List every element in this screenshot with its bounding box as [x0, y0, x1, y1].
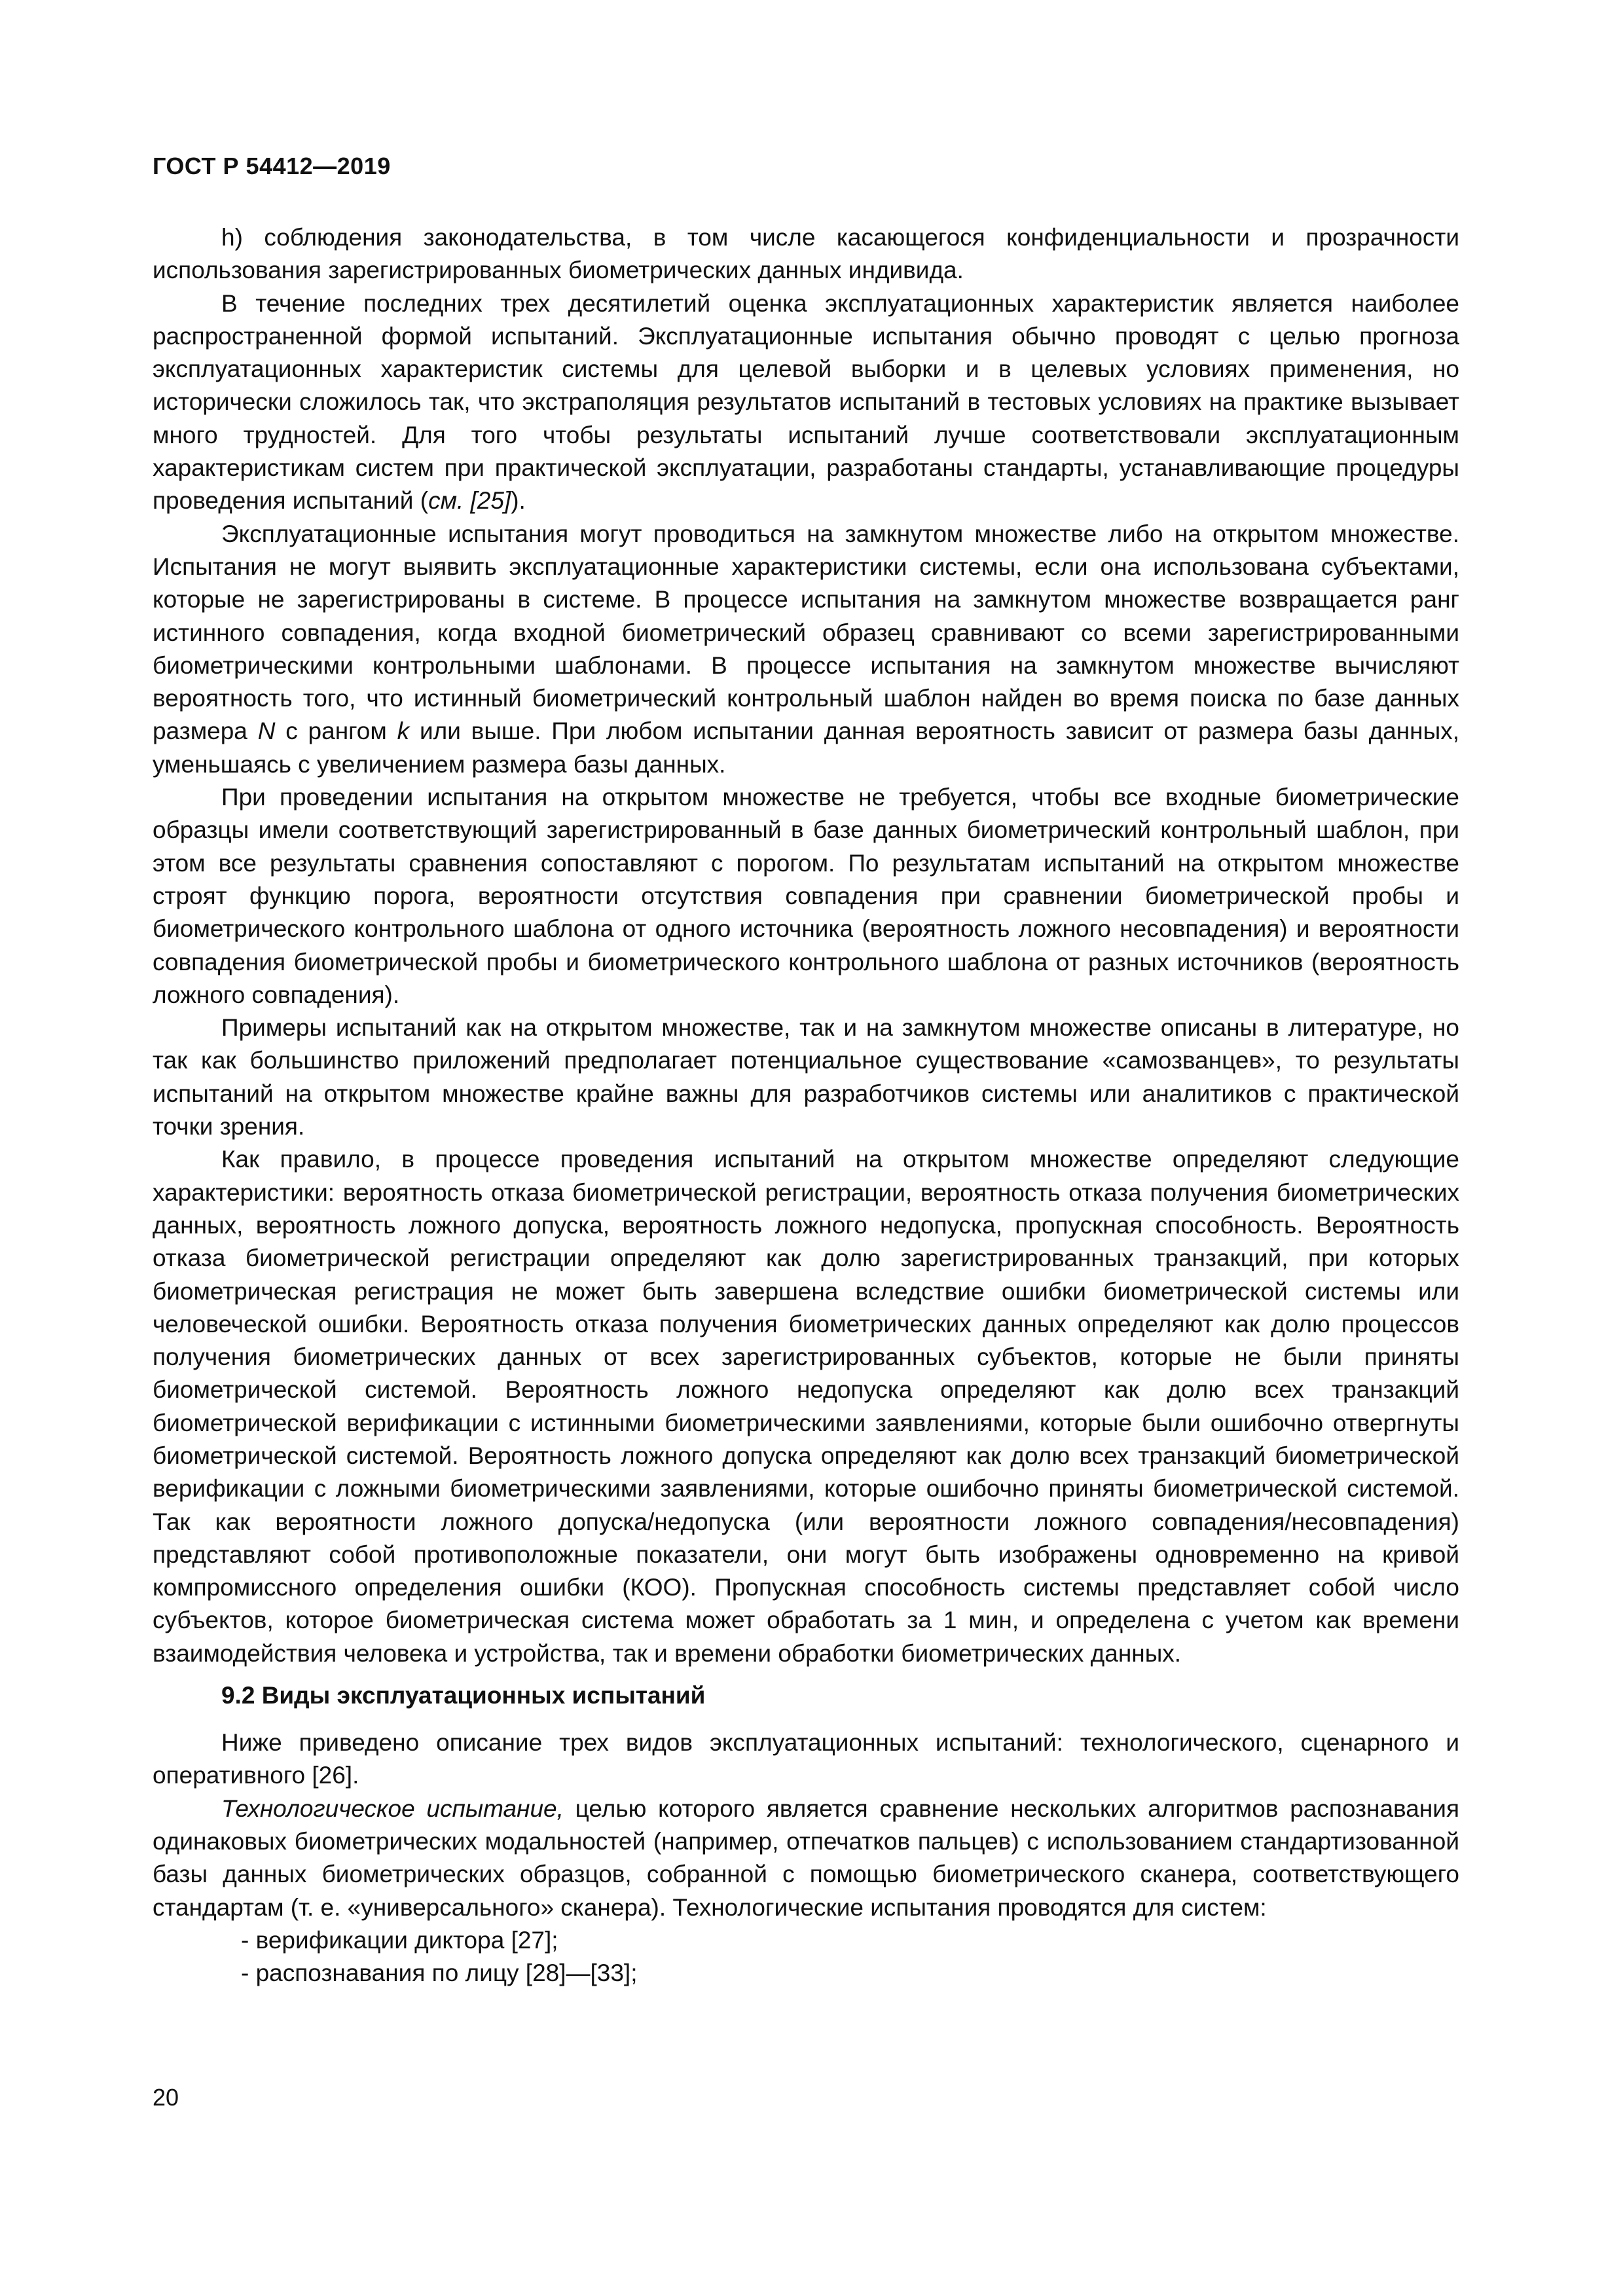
document-header: ГОСТ Р 54412—2019	[153, 153, 391, 179]
paragraph-examples: Примеры испытаний как на открытом множестве, так и на замкнутом множестве описаны в литературе, но так как большинство приложений предполагает потенциальное существование «самозванцев», то результаты испытаний на открытом множестве крайне важны для разработчиков системы или аналитиков с практической точки зрения.	[153, 1014, 1459, 1140]
variable-n: N	[257, 718, 276, 745]
section-heading: 9.2 Виды эксплуатационных испытаний	[221, 1682, 706, 1709]
list-item: - верификации диктора [27];	[241, 1926, 558, 1954]
reference-25: см. [25]	[428, 487, 511, 515]
paragraph-closed-set: Эксплуатационные испытания могут проводиться на замкнутом множестве либо на открытом множестве. Испытания не могут выявить эксплуатационные характеристики системы, если она использована субъектами, которые не зарегистрированы в системе. В процессе испытания на замкнутом множестве возвращается ранг истинного совпадения, когда входной биометрический образец сравнивают со всеми зарегистрированными биометрическими контрольными шаблонами. В процессе испытания на замкнутом множестве вычисляют вероятность того, что истинный биометрический контрольный шаблон найден во время поиска по базе данных размера N с рангом k или выше. При любом испытании данная вероятность зависит от размера базы данных, уменьшаясь с увеличением размера базы данных.	[153, 520, 1459, 778]
term-technology-test: Технологическое испытание,	[221, 1795, 564, 1822]
paragraph-characteristics: Как правило, в процессе проведения испытаний на открытом множестве определяют следующие характеристики: вероятность отказа биометрической регистрации, вероятность отказа получения биометрических данных, вероятность ложного допуска, вероятность ложного недопуска, пропускная способность. Вероятность отказа биометрической регистрации определяют как долю зарегистрированных транзакций, при которых биометрическая регистрация не может быть завершена вследствие ошибки биометрической системы или человеческой ошибки. Вероятность отказа получения биометрических данных определяют как долю процессов получения биометрических данных от всех зарегистрированных субъектов, которые не были приняты биометрической системой. Вероятность ложного недопуска определяют как долю всех транзакций биометрической верификации с истинными биометрическими заявлениями, которые были ошибочно отвергнуты биометрической системой. Вероятность ложного допуска определяют как долю всех транзакций биометрической верификации с ложными биометрическими заявлениями, которые ошибочно приняты биометрической системой. Так как вероятности ложного допуска/недопуска (или вероятности ложного совпадения/несовпадения) представляют собой противоположные показатели, они могут быть изображены одновременно на кривой компромиссного определения ошибки (КОО). Пропускная способность системы представляет собой число субъектов, которое биометрическая система может обработать за 1 мин, и определена с учетом как времени взаимодействия человека и устройства, так и времени обработки биометрических данных.	[153, 1146, 1459, 1667]
page-number: 20	[153, 2084, 179, 2111]
paragraph-evaluation-history: В течение последних трех десятилетий оценка эксплуатационных характеристик является наиболее распространенной формой испытаний. Эксплуатационные испытания обычно проводят с целью прогноза эксплуатационных характеристик системы для целевой выборки и в целевых условиях применения, но исторически сложилось так, что экстраполяция результатов испытаний в тестовых условиях на практике вызывает много трудностей. Для того чтобы результаты испытаний лучше соответствовали эксплуатационным характеристикам систем при практической эксплуатации, разработаны стандарты, устанавливающие процедуры проведения испытаний (см. [25]).	[153, 289, 1459, 515]
document-body	[153, 221, 1459, 1990]
paragraph-technology-test: Технологическое испытание, целью которого является сравнение нескольких алгоритмов распознавания одинаковых биометрических модальностей (например, отпечатков пальцев) с использованием стандартизованной базы данных биометрических образцов, собранной с помощью биометрического сканера, соответствующего стандартам (т. е. «универсального» сканера). Технологические испытания проводятся для систем:	[153, 1795, 1459, 1921]
paragraph-test-types: Ниже приведено описание трех видов эксплуатационных испытаний: технологического, сценарного и оперативного [26].	[153, 1729, 1459, 1789]
paragraph-open-set: При проведении испытания на открытом множестве не требуется, чтобы все входные биометрические образцы имели соответствующий зарегистрированный в базе данных биометрический контрольный шаблон, при этом все результаты сравнения сопоставляют с порогом. По результатам испытаний на открытом множестве строят функцию порога, вероятности отсутствия совпадения при сравнении биометрической пробы и биометрического контрольного шаблона от одного источника (вероятность ложного несовпадения) и вероятности совпадения биометрической пробы и биометрического контрольного шаблона от разных источников (вероятность ложного совпадения).	[153, 784, 1459, 1008]
list-item: - распознавания по лицу [28]—[33];	[241, 1959, 638, 1987]
paragraph-item-h: h) соблюдения законодательства, в том числе касающегося конфиденциальности и прозрачности использования зарегистрированных биометрических данных индивида.	[153, 224, 1459, 284]
variable-k: k	[397, 718, 410, 745]
